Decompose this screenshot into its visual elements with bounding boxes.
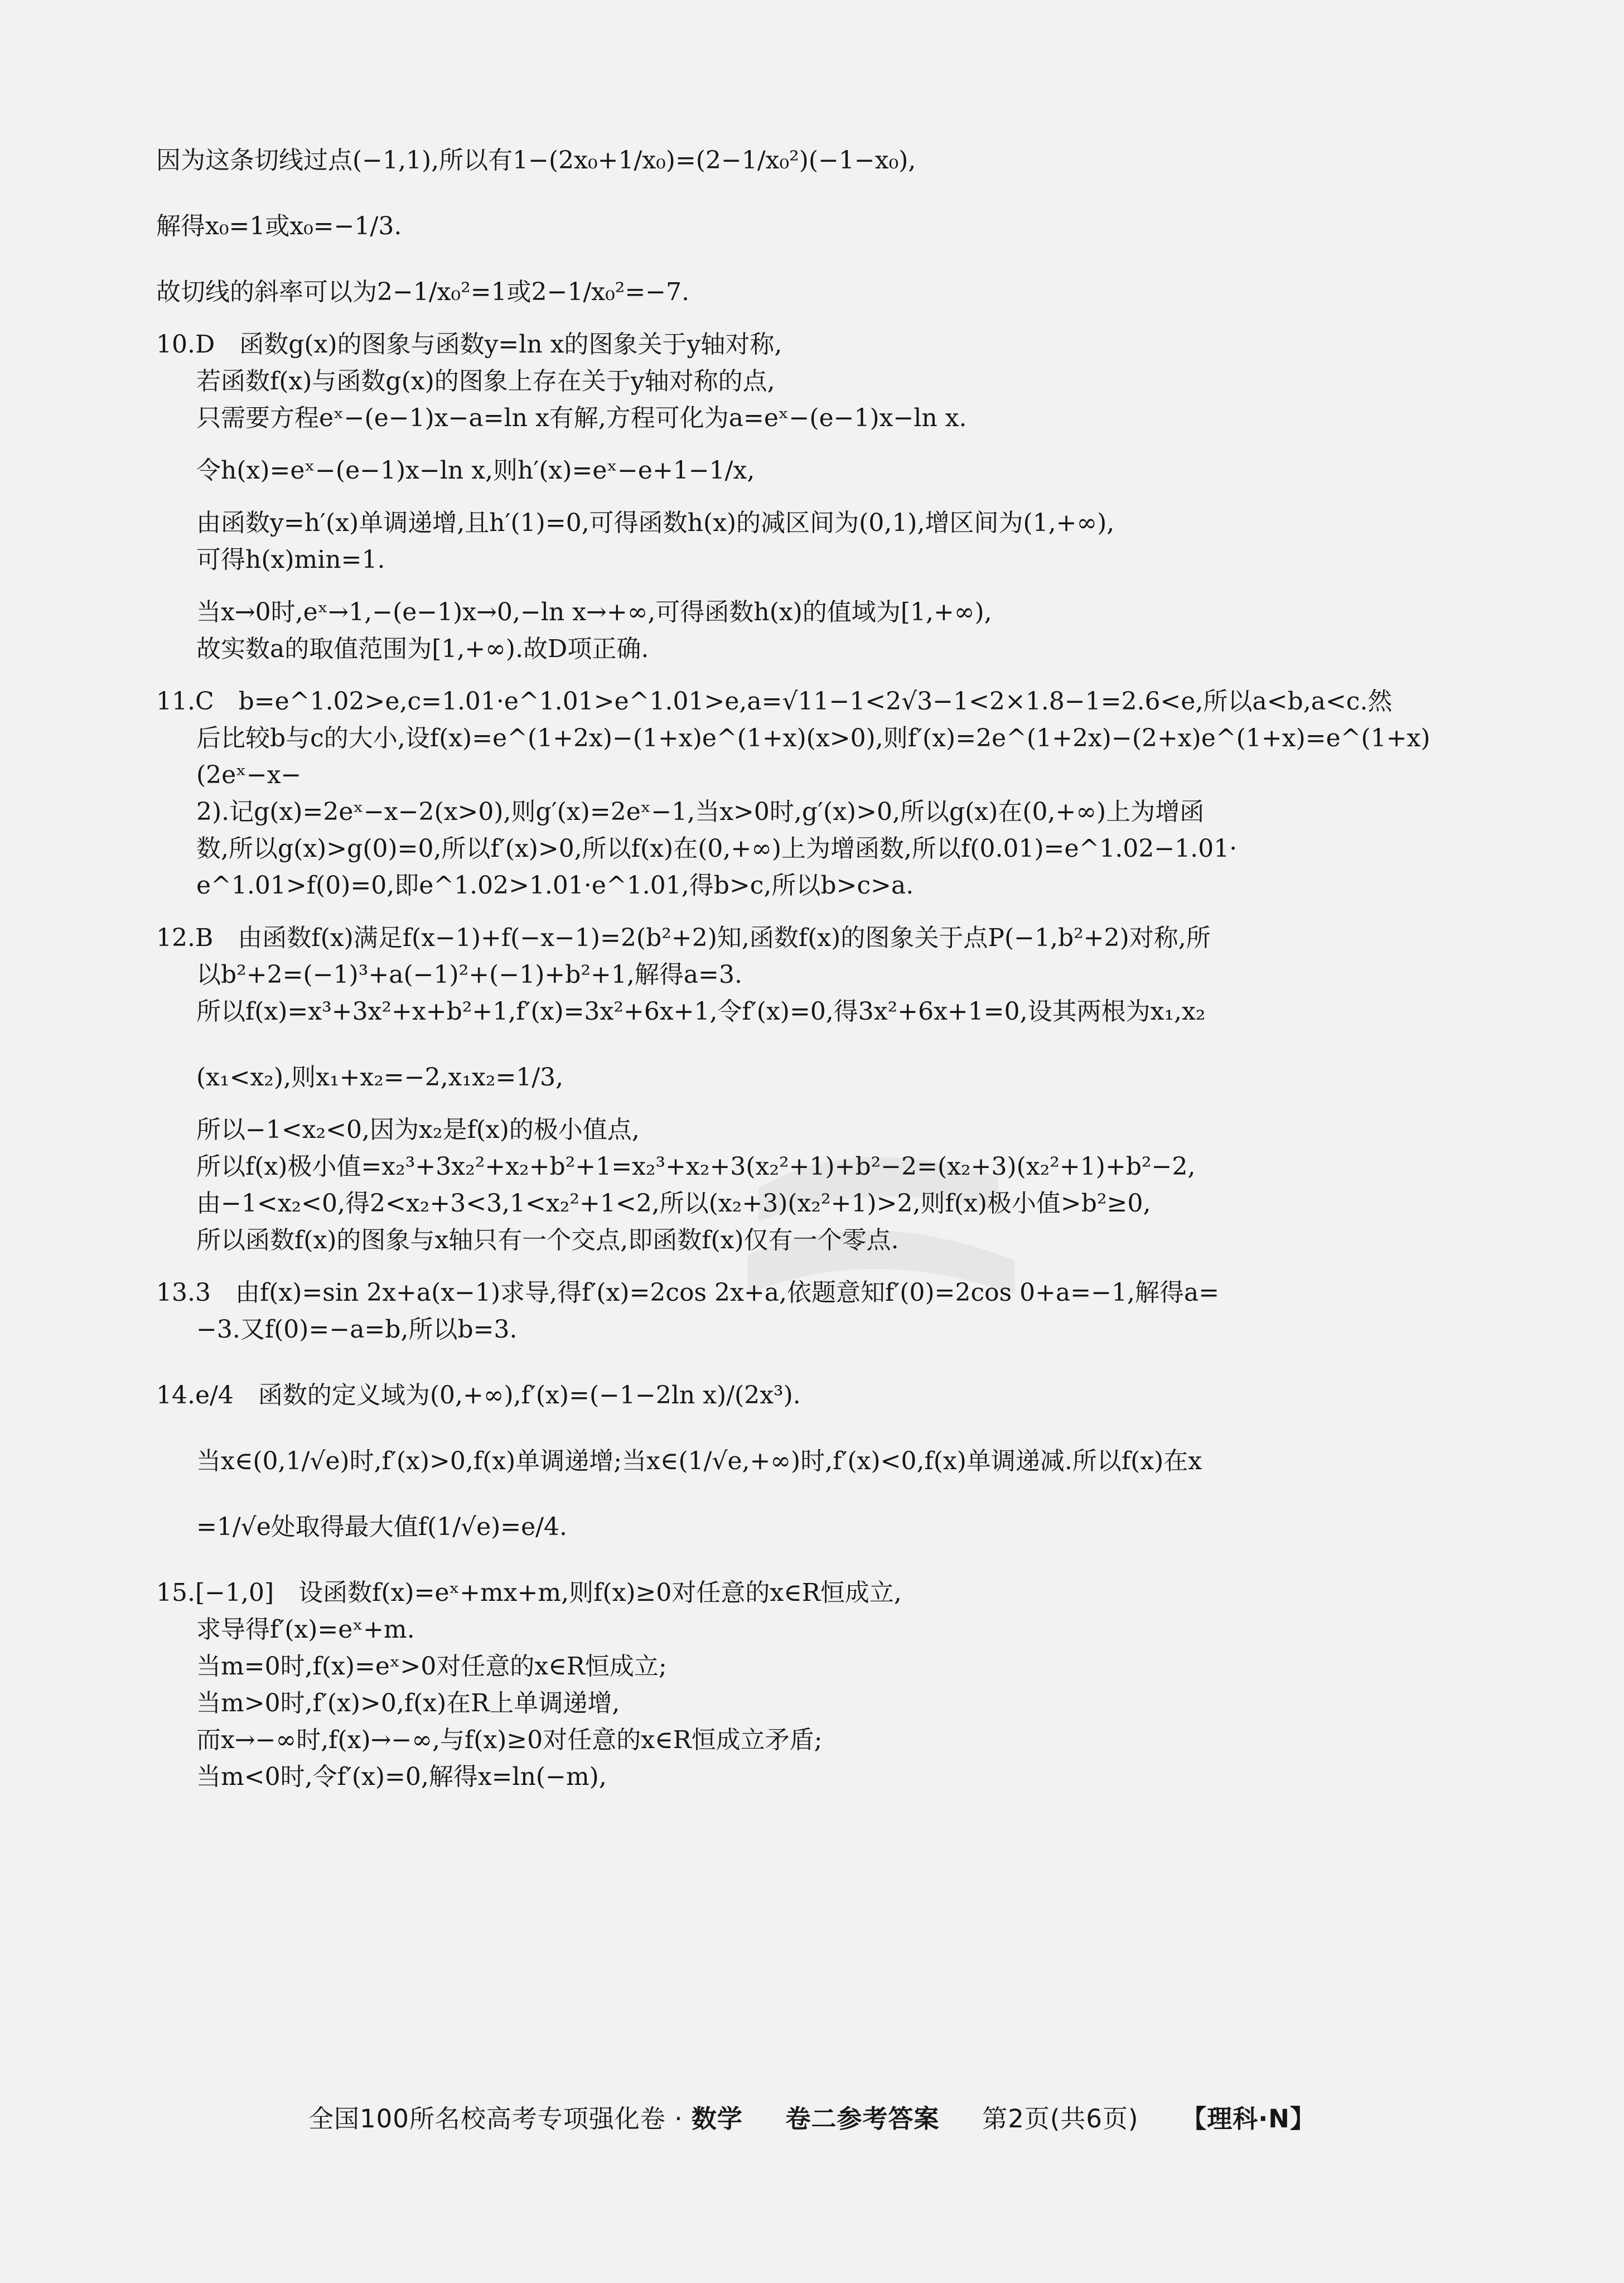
text-line: 12.B 由函数f(x)满足f(x−1)+f(−x−1)=2(b²+2)知,函数f(x)的图象关于点P(−1,b²+2)对称,所	[156, 924, 1211, 952]
text-line: 2).记g(x)=2eˣ−x−2(x>0),则g′(x)=2eˣ−1,当x>0时,g′(x)>0,所以g(x)在(0,+∞)上为增函	[196, 798, 1205, 826]
text-line: 14.e/4 函数的定义域为(0,+∞),f′(x)=(−1−2ln x)/(2x³).	[156, 1381, 801, 1410]
text-line: 只需要方程eˣ−(e−1)x−a=ln x有解,方程可化为a=eˣ−(e−1)x−ln x.	[196, 404, 967, 432]
text-line: 可得h(x)min=1.	[196, 546, 385, 574]
text-line: 令h(x)=eˣ−(e−1)x−ln x,则h′(x)=eˣ−e+1−1/x,	[196, 456, 755, 485]
text-line: 15.[−1,0] 设函数f(x)=eˣ+mx+m,则f(x)≥0对任意的x∈R恒成立,	[156, 1579, 902, 1607]
text-line: 因为这条切线过点(−1,1),所以有1−(2x₀+1/x₀)=(2−1/x₀²)(−1−x₀),	[156, 146, 916, 175]
text-line: 故切线的斜率可以为2−1/x₀²=1或2−1/x₀²=−7.	[156, 278, 690, 306]
text-line: −3.又f(0)=−a=b,所以b=3.	[196, 1315, 518, 1344]
text-line: 后比较b与c的大小,设f(x)=e^(1+2x)−(1+x)e^(1+x)(x>0),则f′(x)=2e^(1+2x)−(2+x)e^(1+x)=e^(1+x)(2eˣ−x−	[196, 724, 1430, 789]
text-line: 而x→−∞时,f(x)→−∞,与f(x)≥0对任意的x∈R恒成立矛盾;	[196, 1726, 823, 1754]
subject-name: 数学	[691, 2104, 743, 2134]
track-label: 【理科·N】	[1181, 2104, 1316, 2134]
text-line: 所以−1<x₂<0,因为x₂是f(x)的极小值点,	[196, 1116, 640, 1144]
text-line: 故实数a的取值范围为[1,+∞).故D项正确.	[196, 635, 649, 663]
page-footer	[0, 2098, 1624, 2135]
dot-separator: ·	[674, 2104, 683, 2134]
text-line: 当m=0时,f(x)=eˣ>0对任意的x∈R恒成立;	[196, 1652, 667, 1681]
text-line: 10.D 函数g(x)的图象与函数y=ln x的图象关于y轴对称,	[156, 330, 782, 359]
text-line: 以b²+2=(−1)³+a(−1)²+(−1)+b²+1,解得a=3.	[196, 960, 742, 989]
text-line: 由−1<x₂<0,得2<x₂+3<3,1<x₂²+1<2,所以(x₂+3)(x₂²+1)>2,则f(x)极小值>b²≥0,	[196, 1189, 1151, 1218]
text-line: 解得x₀=1或x₀=−1/3.	[156, 212, 402, 240]
answer-content	[156, 142, 1483, 1795]
text-line: 所以f(x)极小值=x₂³+3x₂²+x₂+b²+1=x₂³+x₂+3(x₂²+1)+b²−2=(x₂+3)(x₂²+1)+b²−2,	[196, 1152, 1196, 1181]
text-line: (x₁<x₂),则x₁+x₂=−2,x₁x₂=1/3,	[196, 1063, 564, 1092]
text-line: 所以f(x)=x³+3x²+x+b²+1,f′(x)=3x²+6x+1,令f′(x)=0,得3x²+6x+1=0,设其两根为x₁,x₂	[196, 997, 1206, 1026]
series-name: 全国100所名校高考专项强化卷	[308, 2104, 666, 2134]
paper-name: 卷二参考答案	[785, 2104, 940, 2134]
text-line: 当x∈(0,1/√e)时,f′(x)>0,f(x)单调递增;当x∈(1/√e,+∞)时,f′(x)<0,f(x)单调递减.所以f(x)在x	[196, 1447, 1202, 1475]
text-line: 当m<0时,令f′(x)=0,解得x=ln(−m),	[196, 1763, 607, 1791]
text-line: 所以函数f(x)的图象与x轴只有一个交点,即函数f(x)仅有一个零点.	[196, 1226, 899, 1254]
page-number: 第2页(共6页)	[982, 2104, 1139, 2134]
text-line: =1/√e处取得最大值f(1/√e)=e/4.	[196, 1513, 567, 1541]
text-line: 求导得f′(x)=eˣ+m.	[196, 1615, 415, 1644]
text-line: e^1.01>f(0)=0,即e^1.02>1.01·e^1.01,得b>c,所以b>c>a.	[196, 871, 914, 900]
text-line: 当x→0时,eˣ→1,−(e−1)x→0,−ln x→+∞,可得函数h(x)的值域为[1,+∞),	[196, 598, 992, 626]
text-line: 数,所以g(x)>g(0)=0,所以f′(x)>0,所以f(x)在(0,+∞)上为增函数,所以f(0.01)=e^1.02−1.01·	[196, 834, 1238, 863]
text-line: 13.3 由f(x)=sin 2x+a(x−1)求导,得f′(x)=2cos 2x+a,依题意知f′(0)=2cos 0+a=−1,解得a=	[156, 1278, 1220, 1307]
text-line: 当m>0时,f′(x)>0,f(x)在R上单调递增,	[196, 1689, 620, 1717]
text-line: 11.C b=e^1.02>e,c=1.01·e^1.01>e^1.01>e,a=√11−1<2√3−1<2×1.8−1=2.6<e,所以a<b,a<c.然	[156, 687, 1393, 716]
text-line: 由函数y=h′(x)单调递增,且h′(1)=0,可得函数h(x)的减区间为(0,1),增区间为(1,+∞),	[196, 509, 1115, 537]
text-line: 若函数f(x)与函数g(x)的图象上存在关于y轴对称的点,	[196, 367, 775, 395]
